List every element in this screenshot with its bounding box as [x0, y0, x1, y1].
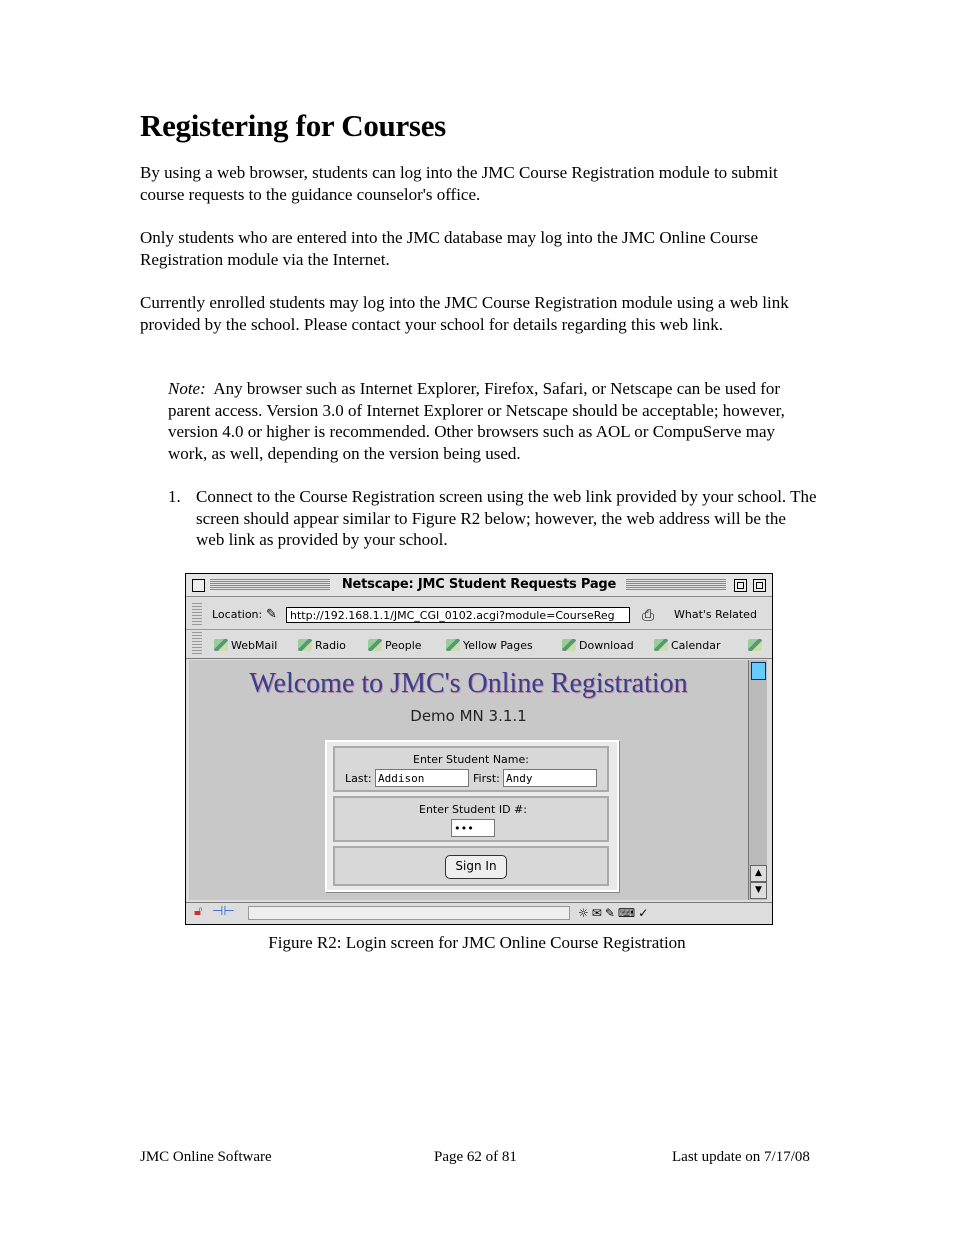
vertical-scrollbar[interactable] [748, 660, 767, 900]
first-name-input[interactable]: Andy [503, 769, 597, 787]
security-lock-icon[interactable]: 🔓︎ [194, 904, 203, 919]
scroll-up-icon[interactable]: ▲ [750, 865, 767, 882]
folder-icon [446, 639, 460, 651]
name-heading: Enter Student Name: [413, 753, 529, 766]
whats-related-button[interactable]: What's Related [674, 608, 757, 621]
toolbar-people[interactable]: People [368, 639, 422, 652]
online-status-icon[interactable]: ⊣⊢ [212, 904, 235, 919]
whats-related-icon[interactable]: ⎙ [642, 606, 655, 624]
page-title: Registering for Courses [140, 108, 446, 143]
footer-page-number: Page 62 of 81 [434, 1149, 517, 1165]
step-1 [168, 486, 818, 552]
folder-icon [298, 639, 312, 651]
location-bar [186, 601, 772, 630]
close-box-icon[interactable] [192, 579, 205, 592]
status-message [248, 906, 570, 920]
student-id-section [333, 796, 609, 842]
database-paragraph: Only students who are entered into the JMC database may log into the JMC Online Course Registration module via the Internet. [140, 228, 759, 269]
student-name-section [333, 746, 609, 792]
last-name-input[interactable]: Addison [375, 769, 469, 787]
folder-icon [214, 639, 228, 651]
step-text: Connect to the Course Registration screen using the web link provided by your school. The screen should appear similar to Figure R2 below; however, the web address will be the web link as provided by your school. [196, 487, 817, 550]
scroll-down-icon[interactable]: ▼ [750, 882, 767, 899]
location-label: Location: [212, 608, 263, 621]
folder-icon [654, 639, 668, 651]
note-label: Note: [168, 379, 206, 398]
login-form [325, 740, 619, 892]
figure-caption: Figure R2: Login screen for JMC Online Course Registration [268, 933, 686, 952]
status-bar [186, 902, 772, 923]
folder-icon [748, 639, 762, 651]
window-title: Netscape: JMC Student Requests Page [336, 577, 622, 592]
scroll-thumb[interactable] [751, 662, 766, 680]
footer-left: JMC Online Software [140, 1149, 272, 1165]
note-text: Any browser such as Internet Explorer, Firefox, Safari, or Netscape can be used for parent access. Version 3.0 of Internet Explorer or Netscape should be acceptable; however, version 4.0 or higher is recommended. Other browsers such as AOL or CompuServe may work, as well, depending on the version being used. [168, 379, 785, 463]
last-name-label: Last: [345, 772, 372, 785]
toolbar-grip-icon[interactable] [192, 632, 202, 654]
toolbar-webmail[interactable]: WebMail [214, 639, 277, 652]
student-id-input[interactable]: ••• [451, 819, 495, 837]
toolbar-yellow-pages[interactable]: Yellow Pages [446, 639, 533, 652]
toolbar-radio[interactable]: Radio [298, 639, 346, 652]
folder-icon [368, 639, 382, 651]
browser-window-screenshot [185, 573, 773, 925]
first-name-label: First: [473, 772, 500, 785]
toolbar-more-icon[interactable] [748, 639, 765, 652]
toolbar-download[interactable]: Download [562, 639, 634, 652]
browser-note [168, 378, 818, 464]
toolbar-grip-icon[interactable] [192, 603, 202, 625]
welcome-banner: Welcome to JMC's Online Registration [249, 668, 688, 699]
zoom-box-icon[interactable] [734, 579, 747, 592]
bookmark-icon[interactable]: ✎ [266, 607, 277, 622]
url-field[interactable]: http://192.168.1.1/JMC_CGI_0102.acgi?module=CourseReg [286, 607, 630, 623]
weblink-paragraph: Currently enrolled students may log into the JMC Course Registration module using a web link provided by the school. Please contact your school for details regarding this web link. [140, 293, 789, 334]
folder-icon [562, 639, 576, 651]
toolbar-calendar[interactable]: Calendar [654, 639, 720, 652]
personal-toolbar [186, 630, 772, 659]
id-heading: Enter Student ID #: [419, 803, 527, 816]
intro-paragraph: By using a web browser, students can log into the JMC Course Registration module to submit course requests to the guidance counselor's office. [140, 163, 778, 204]
sign-in-button[interactable]: Sign In [445, 855, 507, 879]
window-titlebar [186, 574, 772, 597]
component-bar-icon[interactable]: ☼✉✎⌨✓ [578, 906, 652, 920]
collapse-box-icon[interactable] [753, 579, 766, 592]
step-number: 1. [168, 487, 181, 506]
footer-update-date: Last update on 7/17/08 [672, 1149, 810, 1165]
page-content [189, 660, 748, 900]
signin-section [333, 846, 609, 886]
version-label: Demo MN 3.1.1 [410, 707, 527, 725]
